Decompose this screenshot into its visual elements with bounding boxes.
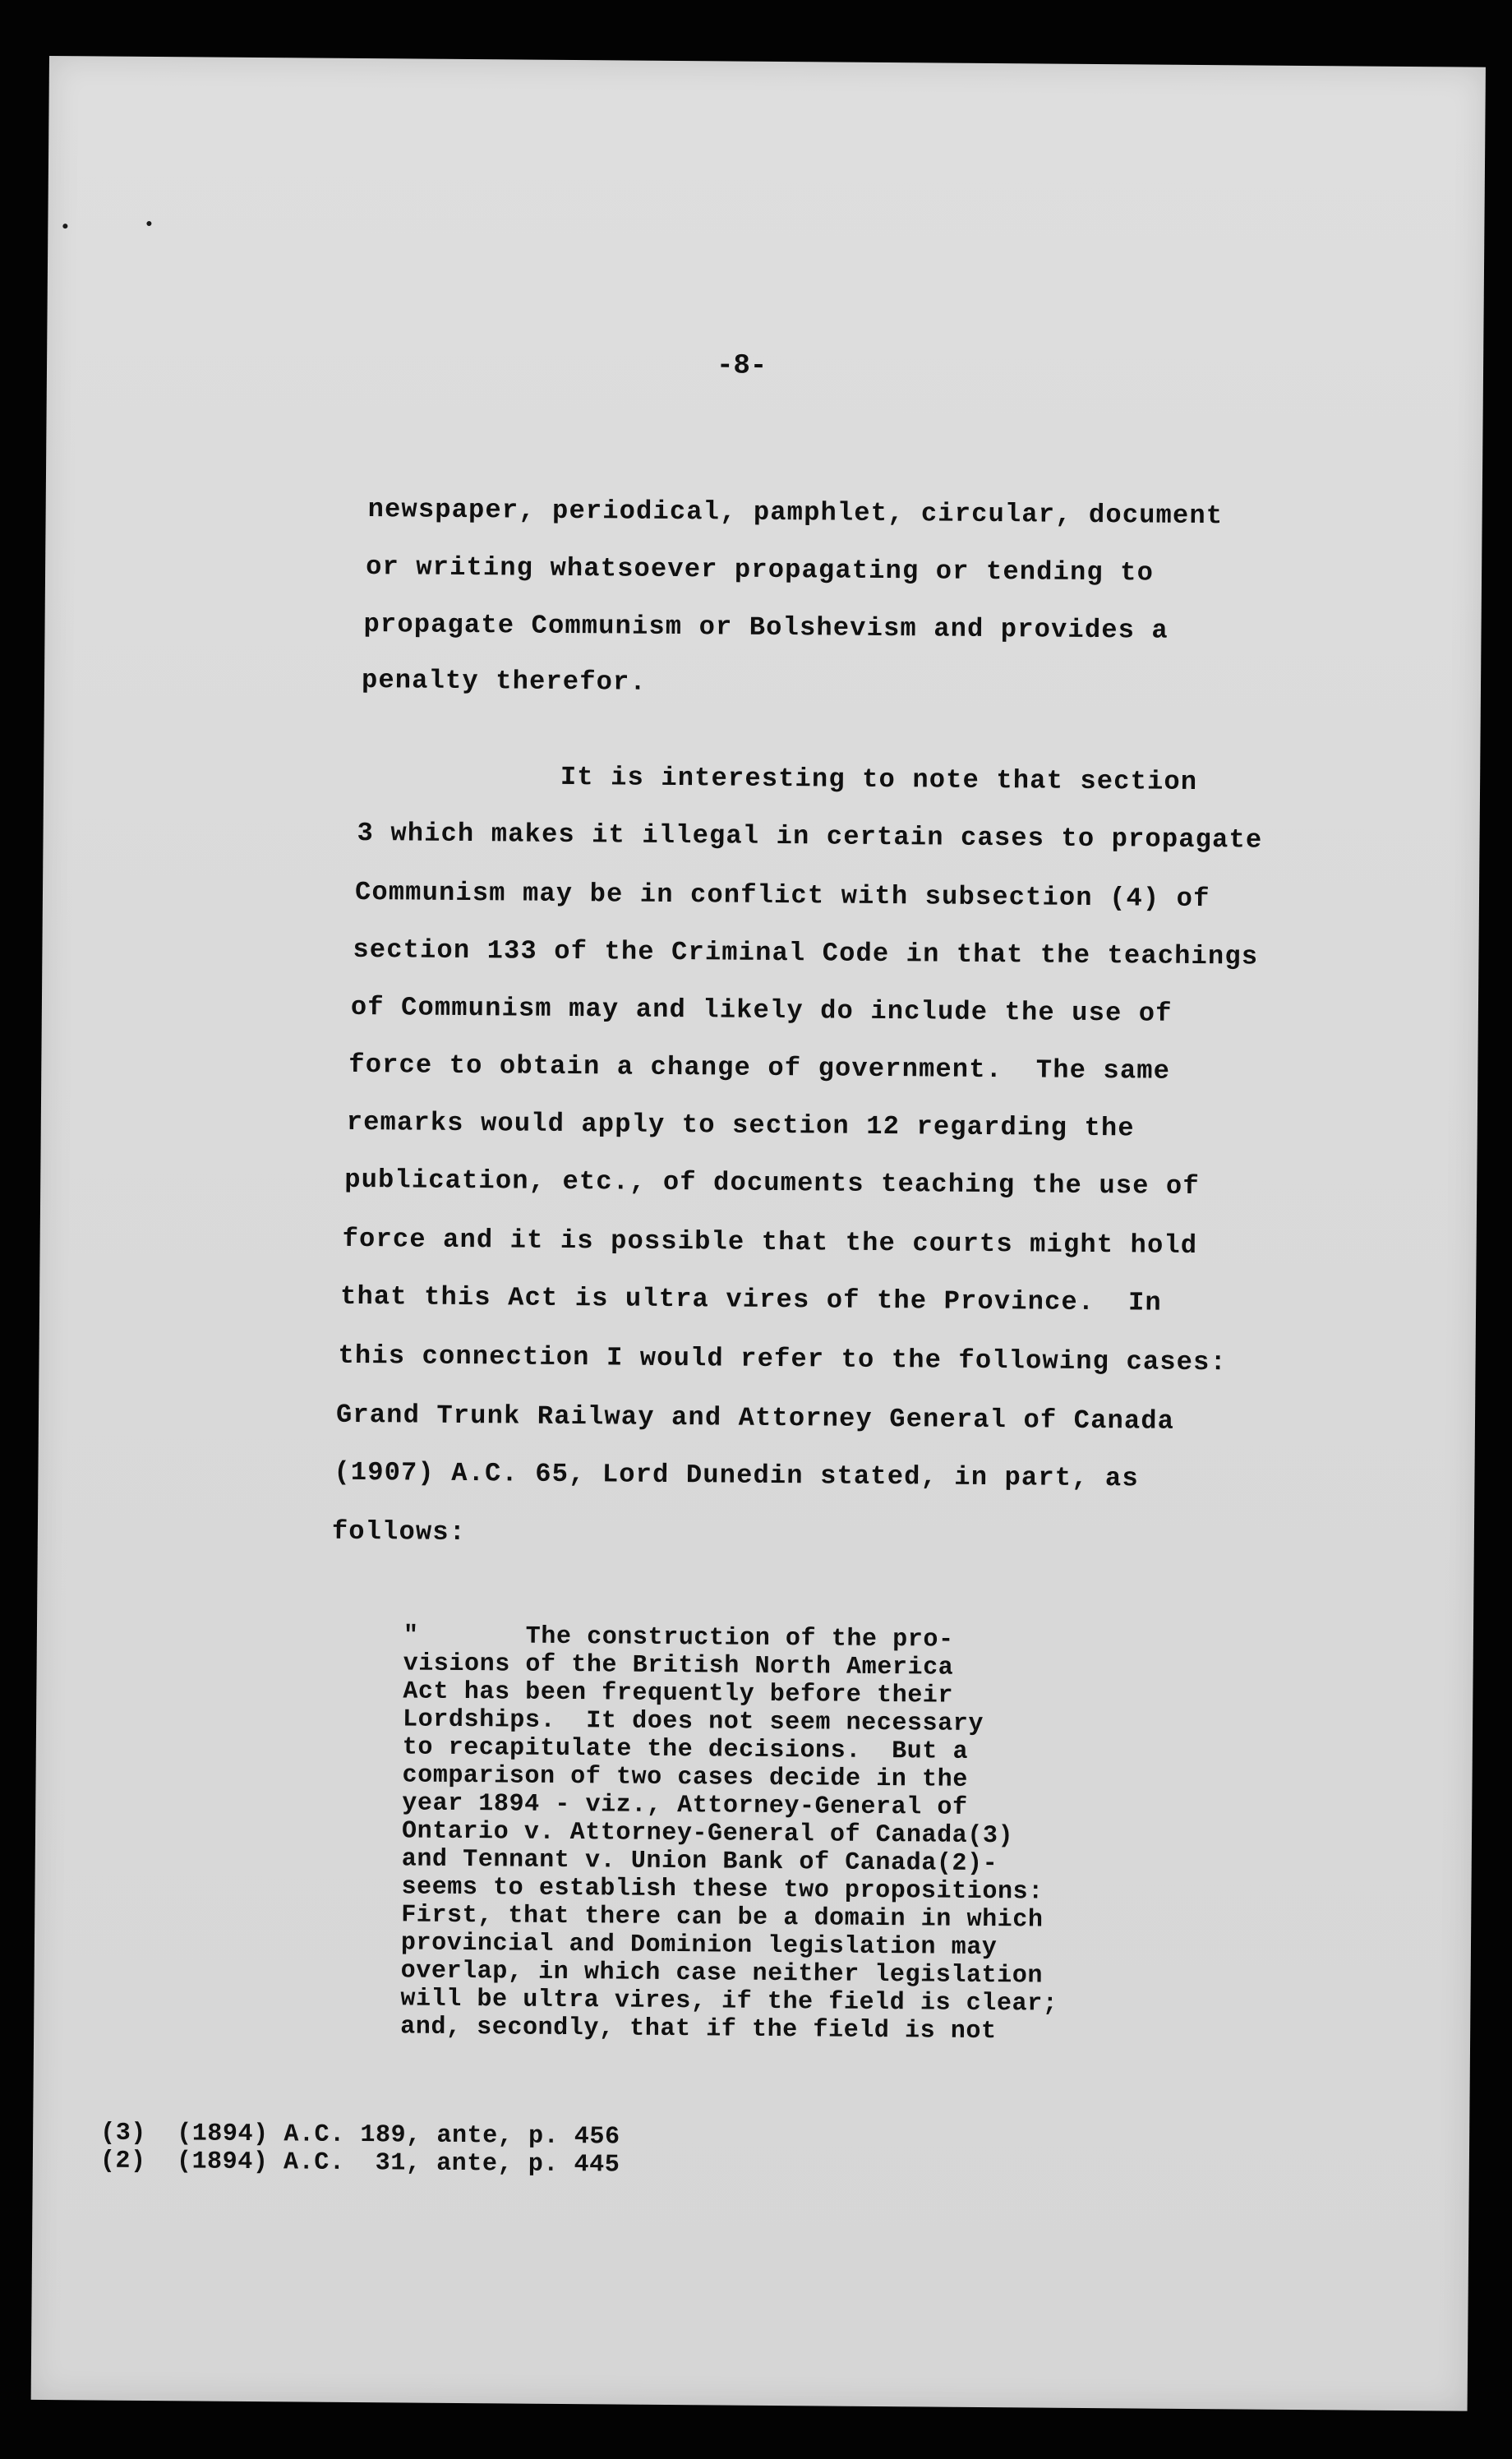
- continuation-line-3: propagate Communism or Bolshevism and provides a: [363, 609, 1169, 646]
- quote-line-9: and Tennant v. Union Bank of Canada(2)-: [401, 1845, 998, 1879]
- quote-line-3: Act has been frequently before their: [403, 1677, 954, 1710]
- main-line-11: this connection I would refer to the following cases:: [338, 1340, 1228, 1378]
- continuation-line-1: newspaper, periodical, pamphlet, circular, document: [367, 494, 1224, 532]
- main-line-2: 3 which makes it illegal in certain cases to propagate: [357, 817, 1263, 856]
- quote-line-5: to recapitulate the decisions. But a: [402, 1733, 969, 1766]
- main-line-4: section 133 of the Criminal Code in that the teachings: [353, 934, 1259, 972]
- continuation-line-4: penalty therefor.: [361, 665, 648, 698]
- footnote-2: (2) (1894) A.C. 31, ante, p. 445: [99, 2147, 620, 2180]
- quote-line-10: seems to establish these two propositions:: [401, 1873, 1044, 1907]
- main-line-3: Communism may be in conflict with subsection (4) of: [354, 876, 1210, 915]
- main-line-7: remarks would apply to section 12 regarding the: [346, 1106, 1135, 1144]
- quote-line-15: and, secondly, that if the field is not: [400, 2013, 997, 2046]
- main-line-5: of Communism may and likely do include the use of: [350, 991, 1173, 1029]
- document-page: [31, 56, 1486, 2411]
- main-line-10: that this Act is ultra vires of the Province. In: [340, 1280, 1163, 1318]
- main-line-13: (1907) A.C. 65, Lord Dunedin stated, in part, as: [334, 1456, 1139, 1494]
- scan-speck: [146, 221, 151, 226]
- quote-line-14: will be ultra vires, if the field is clear;: [400, 1985, 1058, 2018]
- quote-line-13: overlap, in which case neither legislation: [400, 1957, 1044, 1991]
- main-line-1: It is interesting to note that section: [358, 759, 1198, 798]
- quote-line-6: comparison of two cases decide in the: [402, 1761, 969, 1794]
- quote-line-12: provincial and Dominion legislation may: [400, 1929, 998, 1963]
- page-number: -8-: [716, 350, 768, 382]
- quote-line-8: Ontario v. Attorney-General of Canada(3): [401, 1817, 1014, 1851]
- main-line-9: force and it is possible that the courts might hold: [342, 1223, 1198, 1262]
- quote-line-7: year 1894 - viz., Attorney-General of: [402, 1789, 968, 1822]
- quote-line-2: visions of the British North America: [403, 1649, 954, 1682]
- main-line-14: follows:: [331, 1516, 467, 1548]
- footnote-3: (3) (1894) A.C. 189, ante, p. 456: [100, 2119, 620, 2152]
- quote-line-11: First, that there can be a domain in which: [401, 1901, 1044, 1935]
- quote-line-4: Lordships. It does not seem necessary: [402, 1705, 984, 1738]
- main-line-6: force to obtain a change of government. The same: [348, 1049, 1171, 1086]
- main-line-8: publication, etc., of documents teaching the use of: [344, 1164, 1200, 1202]
- quote-line-1: " The construction of the pro-: [403, 1622, 954, 1654]
- continuation-line-2: or writing whatsoever propagating or tending to: [365, 551, 1155, 588]
- main-line-12: Grand Trunk Railway and Attorney General of Canada: [335, 1399, 1175, 1437]
- scan-speck: [62, 224, 67, 228]
